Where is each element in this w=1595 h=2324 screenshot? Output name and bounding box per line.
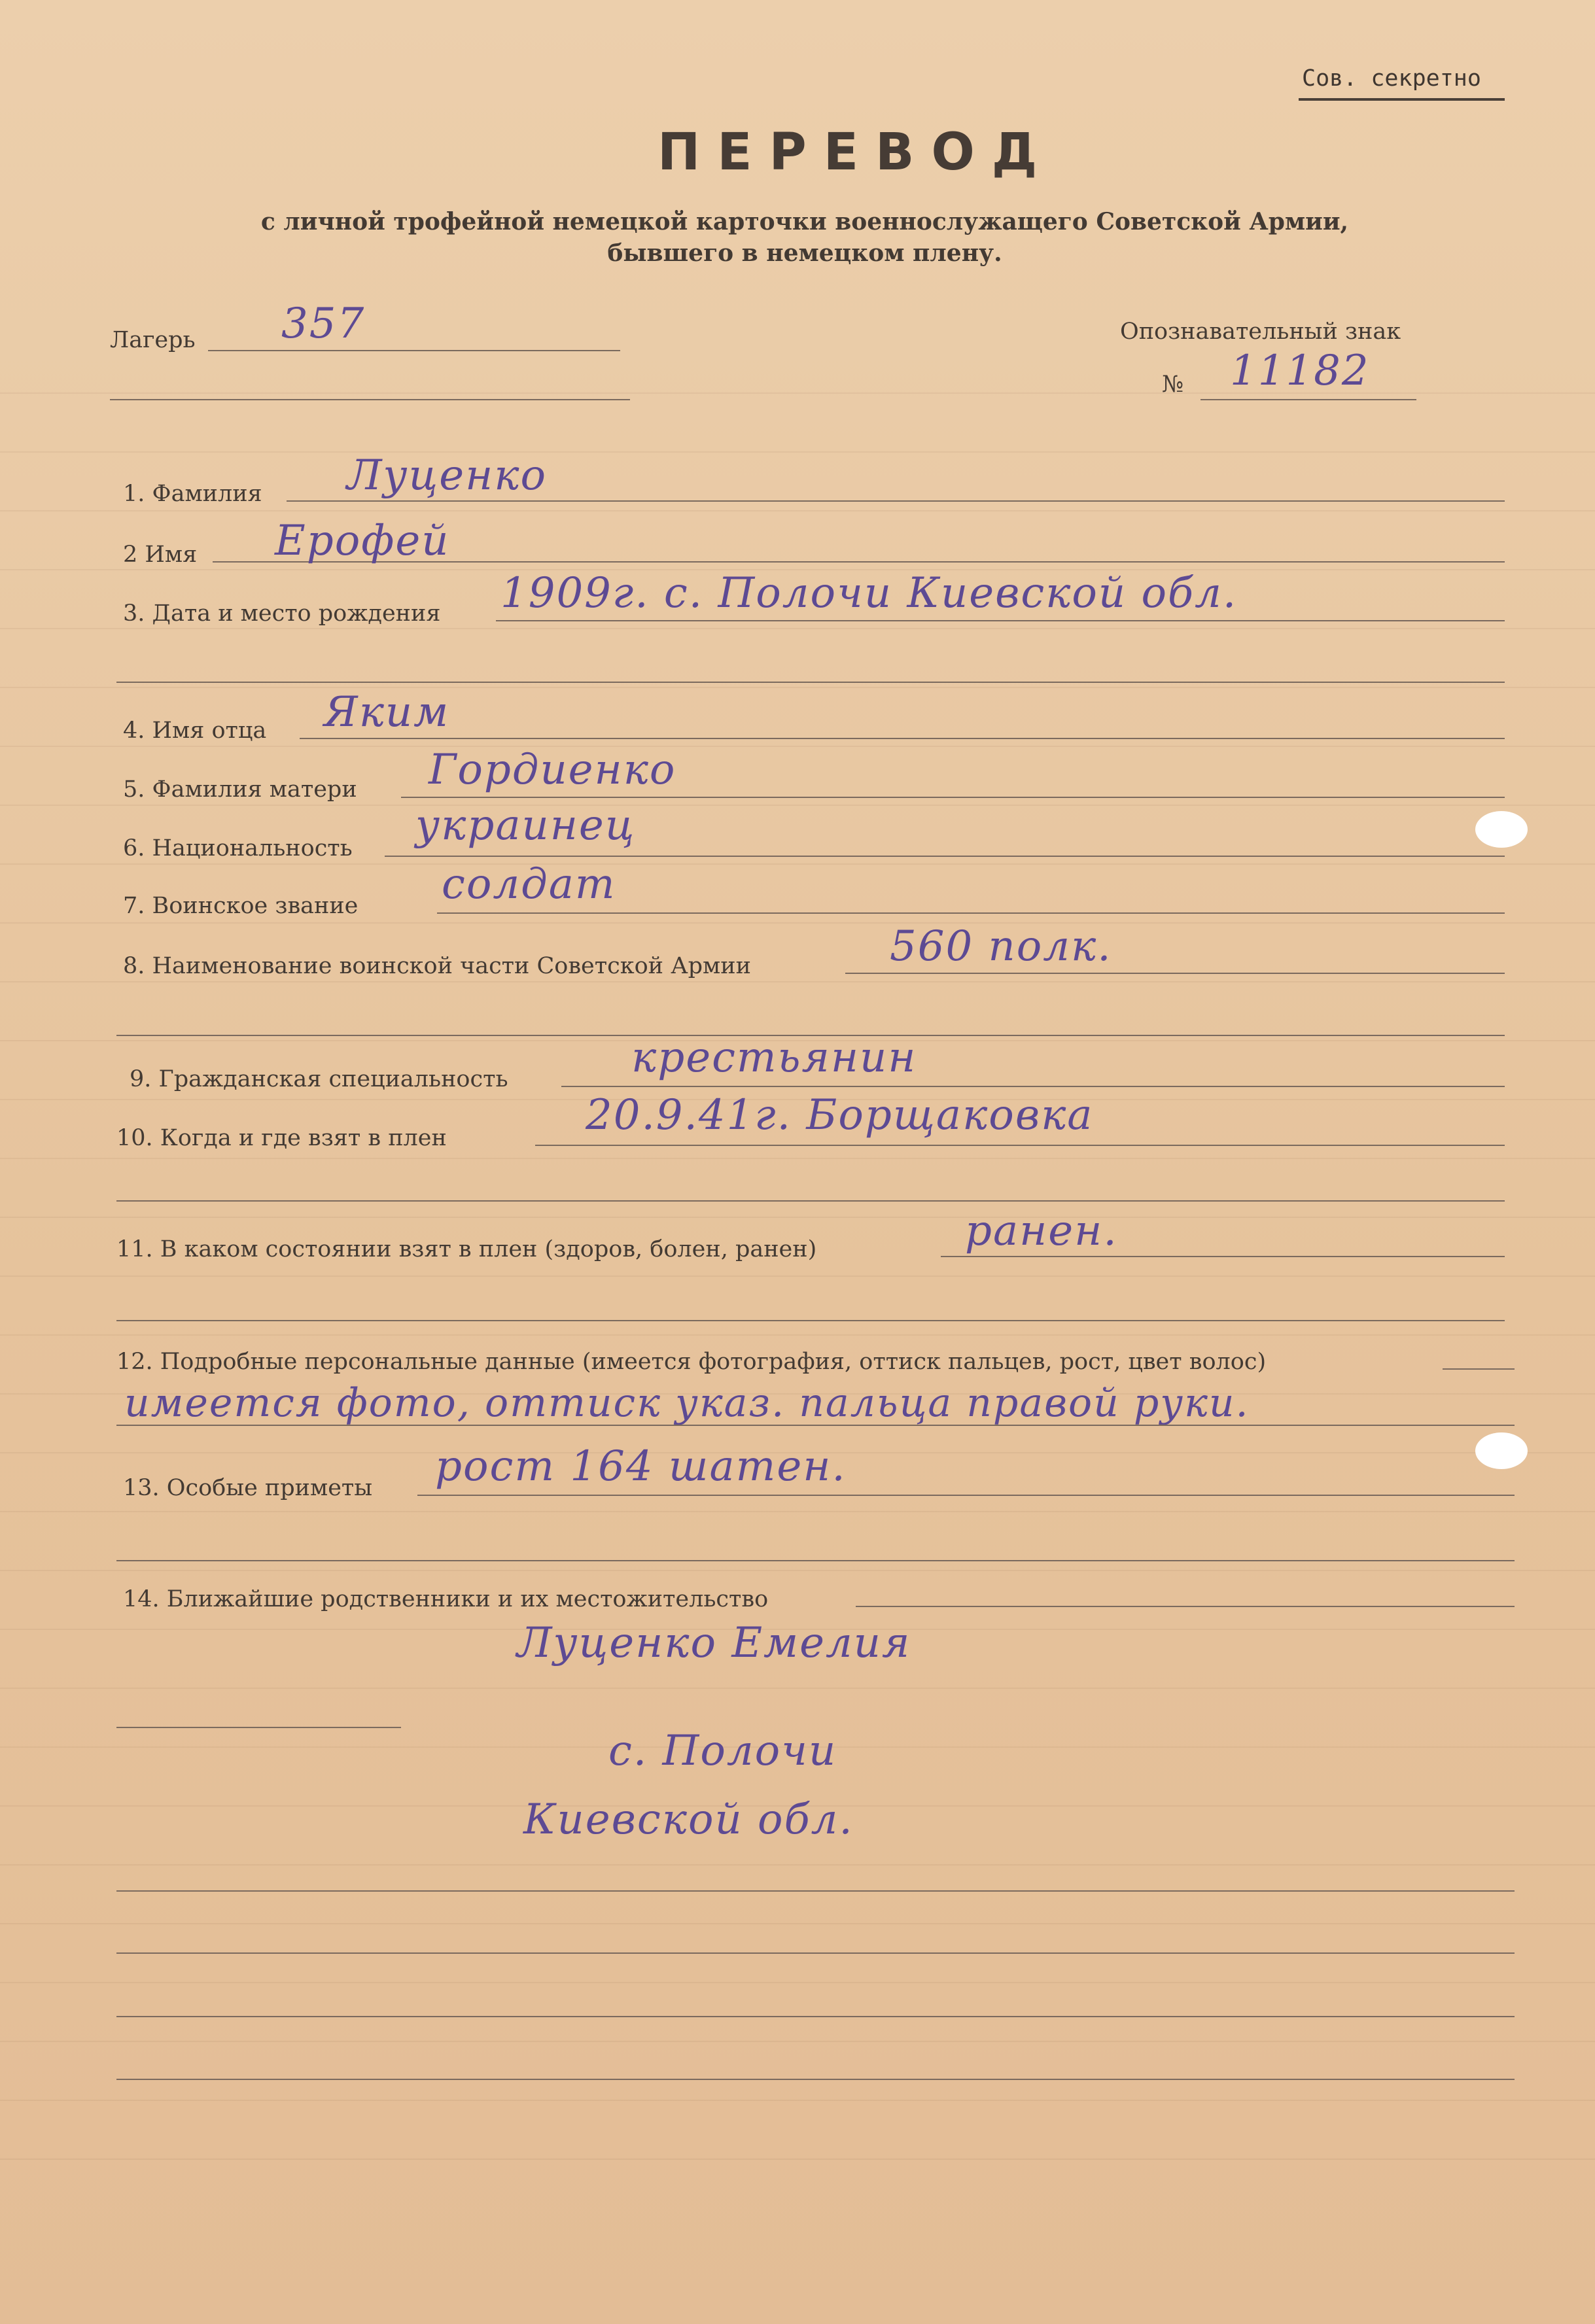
field-7-value: солдат xyxy=(442,860,616,909)
field-11-extra-line xyxy=(116,1320,1505,1321)
field-13-value: рост 164 шатен. xyxy=(435,1442,847,1491)
field-6-label: 6. Национальность xyxy=(123,835,353,861)
field-8-value: 560 полк. xyxy=(890,922,1112,971)
field-12-line xyxy=(1443,1368,1515,1370)
field-11-line xyxy=(941,1256,1505,1257)
field-10-extra-line xyxy=(116,1200,1505,1202)
field-11-label: 11. В каком состоянии взят в плен (здоров, болен, ранен) xyxy=(116,1236,817,1262)
blank-line-1 xyxy=(116,1890,1515,1892)
tag-value: 11182 xyxy=(1230,347,1370,395)
field-14-value-line3: Киевской обл. xyxy=(523,1795,854,1844)
tag-number-label: № xyxy=(1162,372,1184,398)
field-5-value: Гордиенко xyxy=(429,746,676,794)
field-2-label: 2 Имя xyxy=(123,542,198,568)
document-subtitle-line2: бывшего в немецком плену. xyxy=(607,239,1002,267)
field-9-line xyxy=(561,1086,1505,1087)
blank-line-4 xyxy=(116,2079,1515,2080)
field-1-value: Луценко xyxy=(347,451,547,500)
field-4-value: Яким xyxy=(324,688,450,737)
field-13-line xyxy=(417,1495,1515,1496)
punch-hole-upper xyxy=(1475,811,1528,848)
field-3-line xyxy=(496,620,1505,621)
field-2-value: Ерофей xyxy=(275,517,450,565)
field-10-label: 10. Когда и где взят в плен xyxy=(116,1125,447,1151)
field-14-value-line2: с. Полочи xyxy=(608,1727,837,1775)
field-4-label: 4. Имя отца xyxy=(123,718,267,744)
field-13-label: 13. Особые приметы xyxy=(123,1475,373,1501)
camp-line xyxy=(208,350,620,351)
camp-extra-line xyxy=(110,399,630,400)
field-9-label: 9. Гражданская специальность xyxy=(130,1066,508,1092)
blank-line-3 xyxy=(116,2016,1515,2017)
punch-hole-lower xyxy=(1475,1432,1528,1469)
field-12-extra-line xyxy=(116,1425,1515,1426)
field-4-line xyxy=(300,738,1505,739)
field-8-label: 8. Наименование воинской части Советской Армии xyxy=(123,953,751,979)
field-5-line xyxy=(401,797,1505,798)
field-14-label: 14. Ближайшие родственники и их местожительство xyxy=(123,1586,769,1612)
field-1-label: 1. Фамилия xyxy=(123,481,262,507)
classification-underline xyxy=(1299,98,1505,101)
field-12-value: имеется фото, оттиск указ. пальца правой руки. xyxy=(124,1380,1250,1426)
field-5-label: 5. Фамилия матери xyxy=(123,776,357,803)
field-8-line xyxy=(845,973,1505,974)
classification-label: Сов. секретно xyxy=(1302,65,1481,92)
field-11-value: ранен. xyxy=(965,1207,1118,1255)
field-1-line xyxy=(287,500,1505,502)
field-10-value: 20.9.41г. Борщаковка xyxy=(586,1091,1094,1139)
field-10-line xyxy=(535,1145,1505,1146)
camp-value: 357 xyxy=(281,300,366,348)
tag-label: Опознавательный знак xyxy=(1120,319,1401,345)
field-7-line xyxy=(437,912,1505,914)
field-14-line xyxy=(856,1606,1515,1607)
field-14-short-line xyxy=(116,1727,401,1728)
document-title: ПЕРЕВОД xyxy=(657,123,1055,182)
field-7-label: 7. Воинское звание xyxy=(123,893,359,919)
field-13-extra-line xyxy=(116,1560,1515,1561)
field-3-extra-line xyxy=(116,682,1505,683)
field-3-label: 3. Дата и место рождения xyxy=(123,600,441,627)
field-6-line xyxy=(385,856,1505,857)
camp-label: Лагерь xyxy=(110,327,196,353)
blank-line-2 xyxy=(116,1952,1515,1954)
document-subtitle-line1: с личной трофейной немецкой карточки военнослужащего Советской Армии, xyxy=(260,208,1349,235)
field-9-value: крестьянин xyxy=(631,1033,917,1082)
field-6-value: украинец xyxy=(415,801,636,850)
tag-line xyxy=(1201,399,1416,400)
field-14-value-line1: Луценко Емелия xyxy=(517,1619,911,1667)
field-12-label: 12. Подробные персональные данные (имеется фотография, оттиск пальцев, рост, цвет волос) xyxy=(116,1349,1267,1375)
field-3-value: 1909г. с. Полочи Киевской обл. xyxy=(500,569,1238,617)
